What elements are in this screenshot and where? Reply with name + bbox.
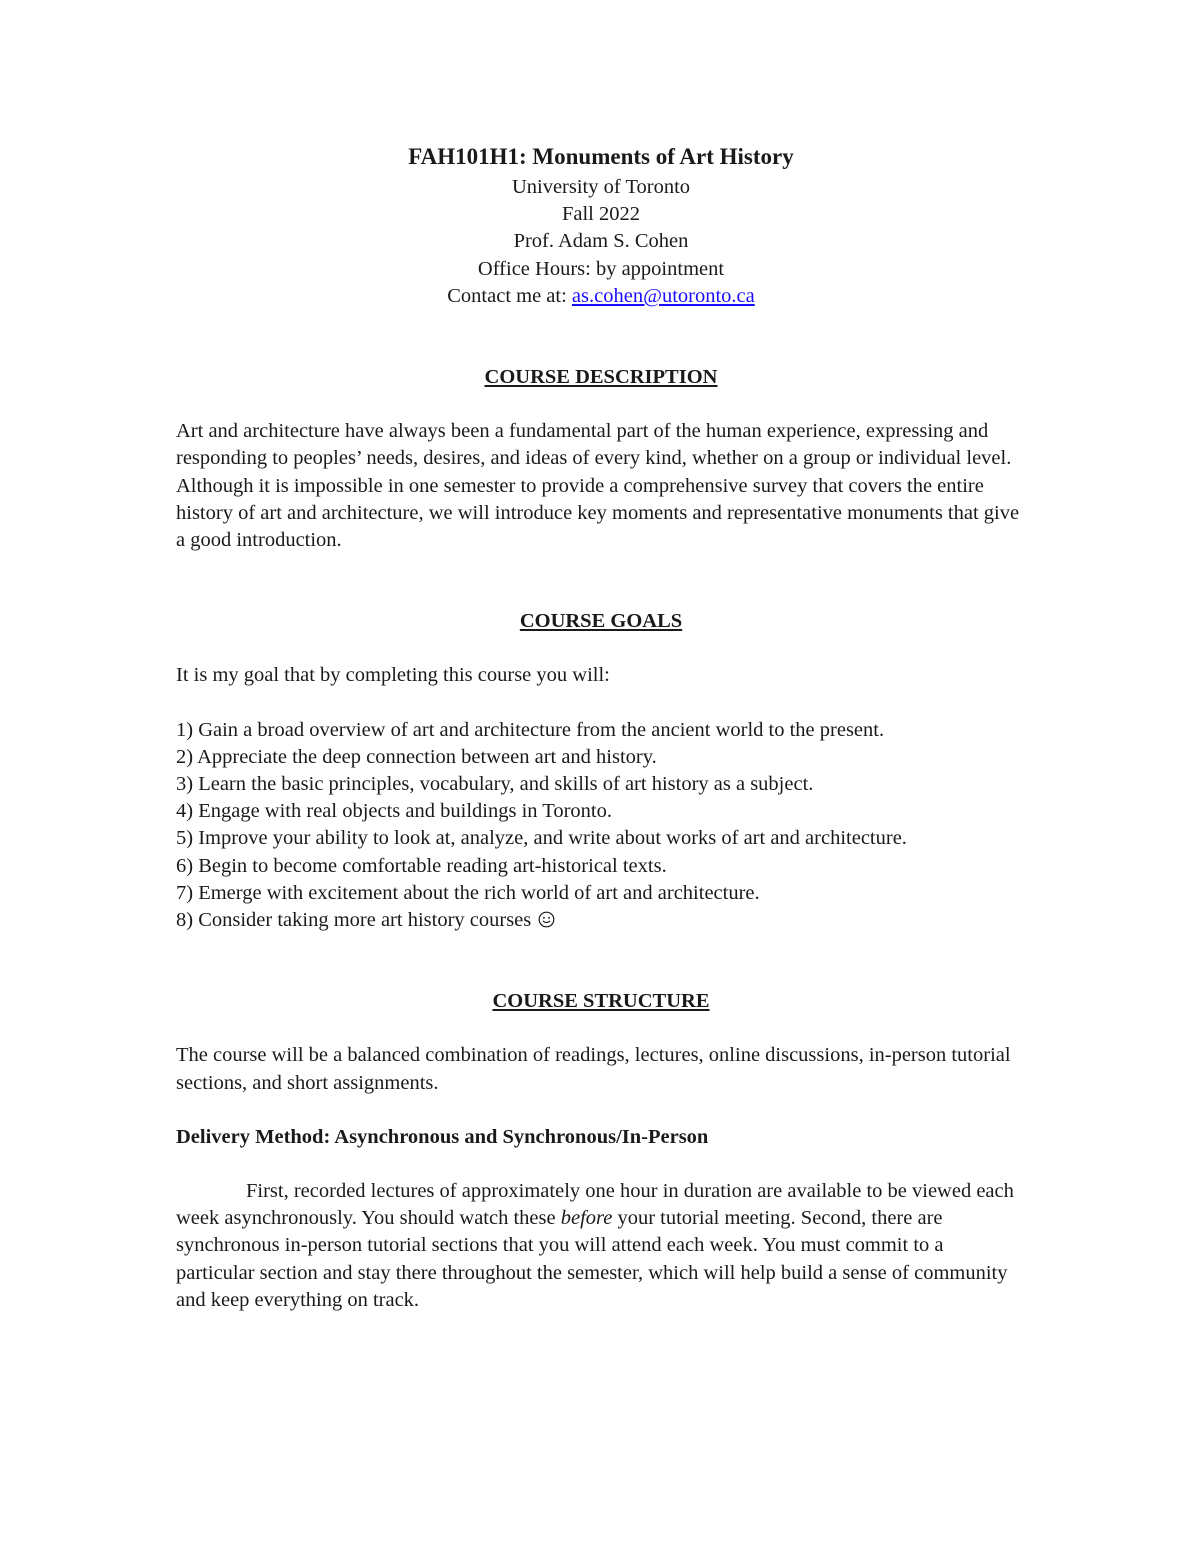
delivery-text-after: your tutorial meeting. Second, there are synchronous in-person tutorial sections that you will attend each week. You must commit to a particular section and stay there throughout the semester, which will help build a sense of community and keep everything on track. <box>176 1207 1008 1311</box>
goal-item: 6) Begin to become comfortable reading art-historical texts. <box>176 854 667 877</box>
contact-prefix: Contact me at: <box>447 284 572 307</box>
goal-item-last <box>176 907 1026 934</box>
goal-item: 4) Engage with real objects and buildings in Toronto. <box>176 800 613 823</box>
office-hours: Office Hours: by appointment <box>477 257 725 280</box>
document-page <box>176 140 1026 1314</box>
professor-name: Prof. Adam S. Cohen <box>513 230 689 253</box>
delivery-method-text <box>176 1178 1026 1314</box>
email-link[interactable]: as.cohen@utoronto.ca <box>571 284 755 307</box>
goal-item: 7) Emerge with excitement about the rich world of art and architecture. <box>176 881 760 904</box>
goal-item-text: 8) Consider taking more art history courses <box>176 909 532 932</box>
smiley-face-icon <box>538 911 555 928</box>
delivery-text-emphasis: before <box>560 1207 613 1230</box>
delivery-method-heading: Delivery Method: Asynchronous and Synchronous/In-Person <box>176 1125 709 1148</box>
term: Fall 2022 <box>561 203 641 226</box>
goal-item: 2) Appreciate the deep connection between art and history. <box>176 745 657 768</box>
contact-line <box>176 283 1026 310</box>
course-goals-heading: COURSE GOALS <box>519 610 683 633</box>
course-goals-intro: It is my goal that by completing this course you will: <box>176 664 610 687</box>
university-name: University of Toronto <box>511 176 691 198</box>
course-title: FAH101H1: Monuments of Art History <box>408 144 794 169</box>
goal-item: 1) Gain a broad overview of art and architecture from the ancient world to the present. <box>176 718 885 741</box>
course-description-heading: COURSE DESCRIPTION <box>484 366 718 389</box>
document-header <box>176 140 1026 310</box>
course-structure-heading: COURSE STRUCTURE <box>492 990 710 1013</box>
goal-item: 5) Improve your ability to look at, analyze, and write about works of art and architecture. <box>176 827 907 850</box>
course-description-text: Art and architecture have always been a fundamental part of the human experience, expressing and responding to peoples’ needs, desires, and ideas of every kind, whether on a group or individual level. Although it is impossible in one semester to provide a comprehensive survey that covers the entire history of art and architecture, we will introduce key moments and representative monuments that give a good introduction. <box>176 420 1020 552</box>
course-structure-text: The course will be a balanced combination of readings, lectures, online discussions, in-person tutorial sections, and short assignments. <box>176 1044 1011 1094</box>
goal-item: 3) Learn the basic principles, vocabulary, and skills of art history as a subject. <box>176 773 814 796</box>
course-goals-list <box>176 717 1026 935</box>
delivery-text-before: First, recorded lectures of approximately one hour in duration are available to be viewed each week asynchronously. You should watch these <box>176 1180 1014 1230</box>
